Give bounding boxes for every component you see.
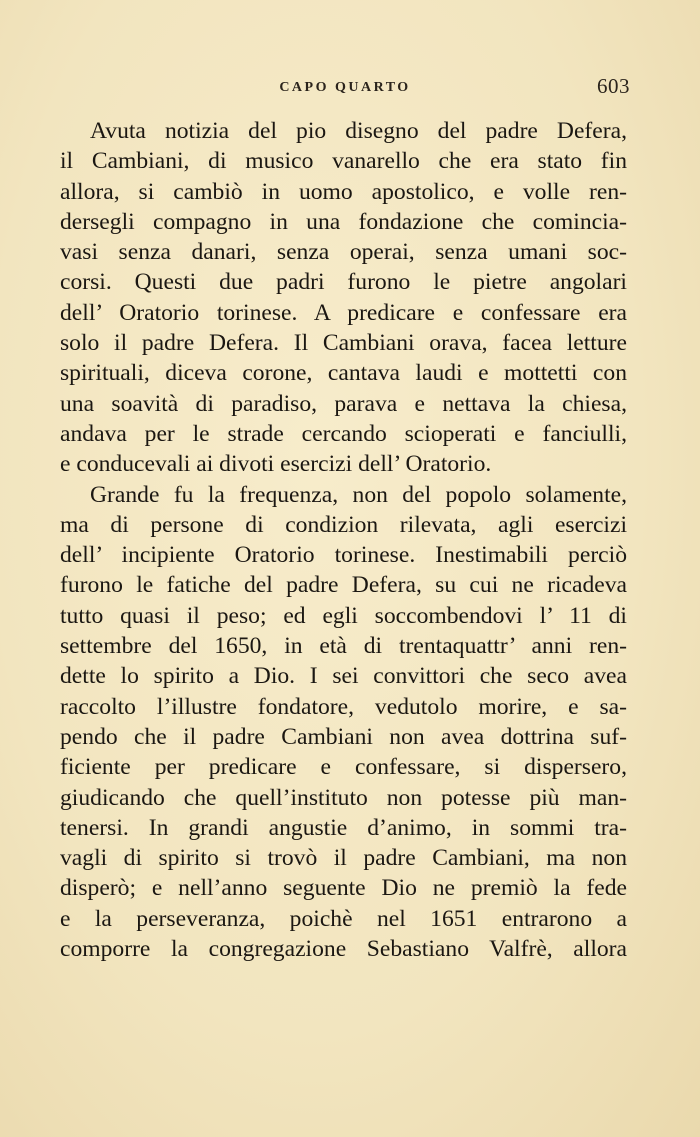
text-line: e conducevali ai divoti esercizi dell’ Oratorio. bbox=[60, 451, 492, 478]
text-line: allora, si cambiò in uomo apostolico, e volle ren- bbox=[60, 178, 627, 205]
text-line: raccolto l’illustre fondatore, vedutolo morire, e sa- bbox=[60, 693, 627, 720]
text-line: il Cambiani, di musico vanarello che era stato fin bbox=[60, 148, 627, 175]
text-line: e la perseveranza, poichè nel 1651 entrarono a bbox=[60, 905, 627, 932]
text-line: dell’ Oratorio torinese. A predicare e confessare era bbox=[60, 299, 627, 326]
text-line: ma di persone di condizion rilevata, agli esercizi bbox=[60, 511, 627, 538]
text-line: furono le fatiche del padre Defera, su cui ne ricadeva bbox=[60, 572, 627, 599]
body-text bbox=[60, 116, 627, 964]
text-line: ficiente per predicare e confessare, si dispersero, bbox=[60, 754, 627, 781]
text-line: andava per le strade cercando scioperati e fanciulli, bbox=[60, 420, 627, 447]
text-line: Avuta notizia del pio disegno del padre Defera, bbox=[90, 118, 627, 144]
text-line: tenersi. In grandi angustie d’animo, in sommi tra- bbox=[60, 814, 627, 841]
text-line: vagli di spirito si trovò il padre Cambiani, ma non bbox=[60, 845, 627, 872]
page-number: 603 bbox=[597, 74, 630, 98]
text-line: comporre la congregazione Sebastiano Valfrè, allora bbox=[60, 936, 627, 963]
running-head bbox=[60, 74, 630, 104]
text-line: una soavità di paradiso, parava e nettava la chiesa, bbox=[60, 390, 627, 417]
text-line: Grande fu la frequenza, non del popolo solamente, bbox=[90, 481, 627, 508]
text-line: dell’ incipiente Oratorio torinese. Inestimabili perciò bbox=[60, 542, 627, 569]
text-line: disperò; e nell’anno seguente Dio ne premiò la fede bbox=[60, 875, 627, 902]
text-line: tutto quasi il peso; ed egli soccombendovi l’ 11 di bbox=[60, 602, 627, 629]
text-line: settembre del 1650, in età di trentaquattr’ anni ren- bbox=[60, 633, 627, 660]
text-line: dette lo spirito a Dio. I sei convittori che seco avea bbox=[60, 663, 627, 690]
text-line: pendo che il padre Cambiani non avea dottrina suf- bbox=[60, 723, 627, 750]
text-line: vasi senza danari, senza operai, senza umani soc- bbox=[60, 239, 627, 266]
text-line: spirituali, diceva corone, cantava laudi e mottetti con bbox=[60, 360, 627, 387]
text-line: solo il padre Defera. Il Cambiani orava, facea letture bbox=[60, 330, 627, 357]
text-line: giudicando che quell’instituto non potesse più man- bbox=[60, 784, 627, 811]
running-title: CAPO QUARTO bbox=[279, 80, 411, 95]
text-line: dersegli compagno in una fondazione che comincia- bbox=[60, 208, 627, 235]
text-line: corsi. Questi due padri furono le pietre angolari bbox=[60, 269, 627, 296]
